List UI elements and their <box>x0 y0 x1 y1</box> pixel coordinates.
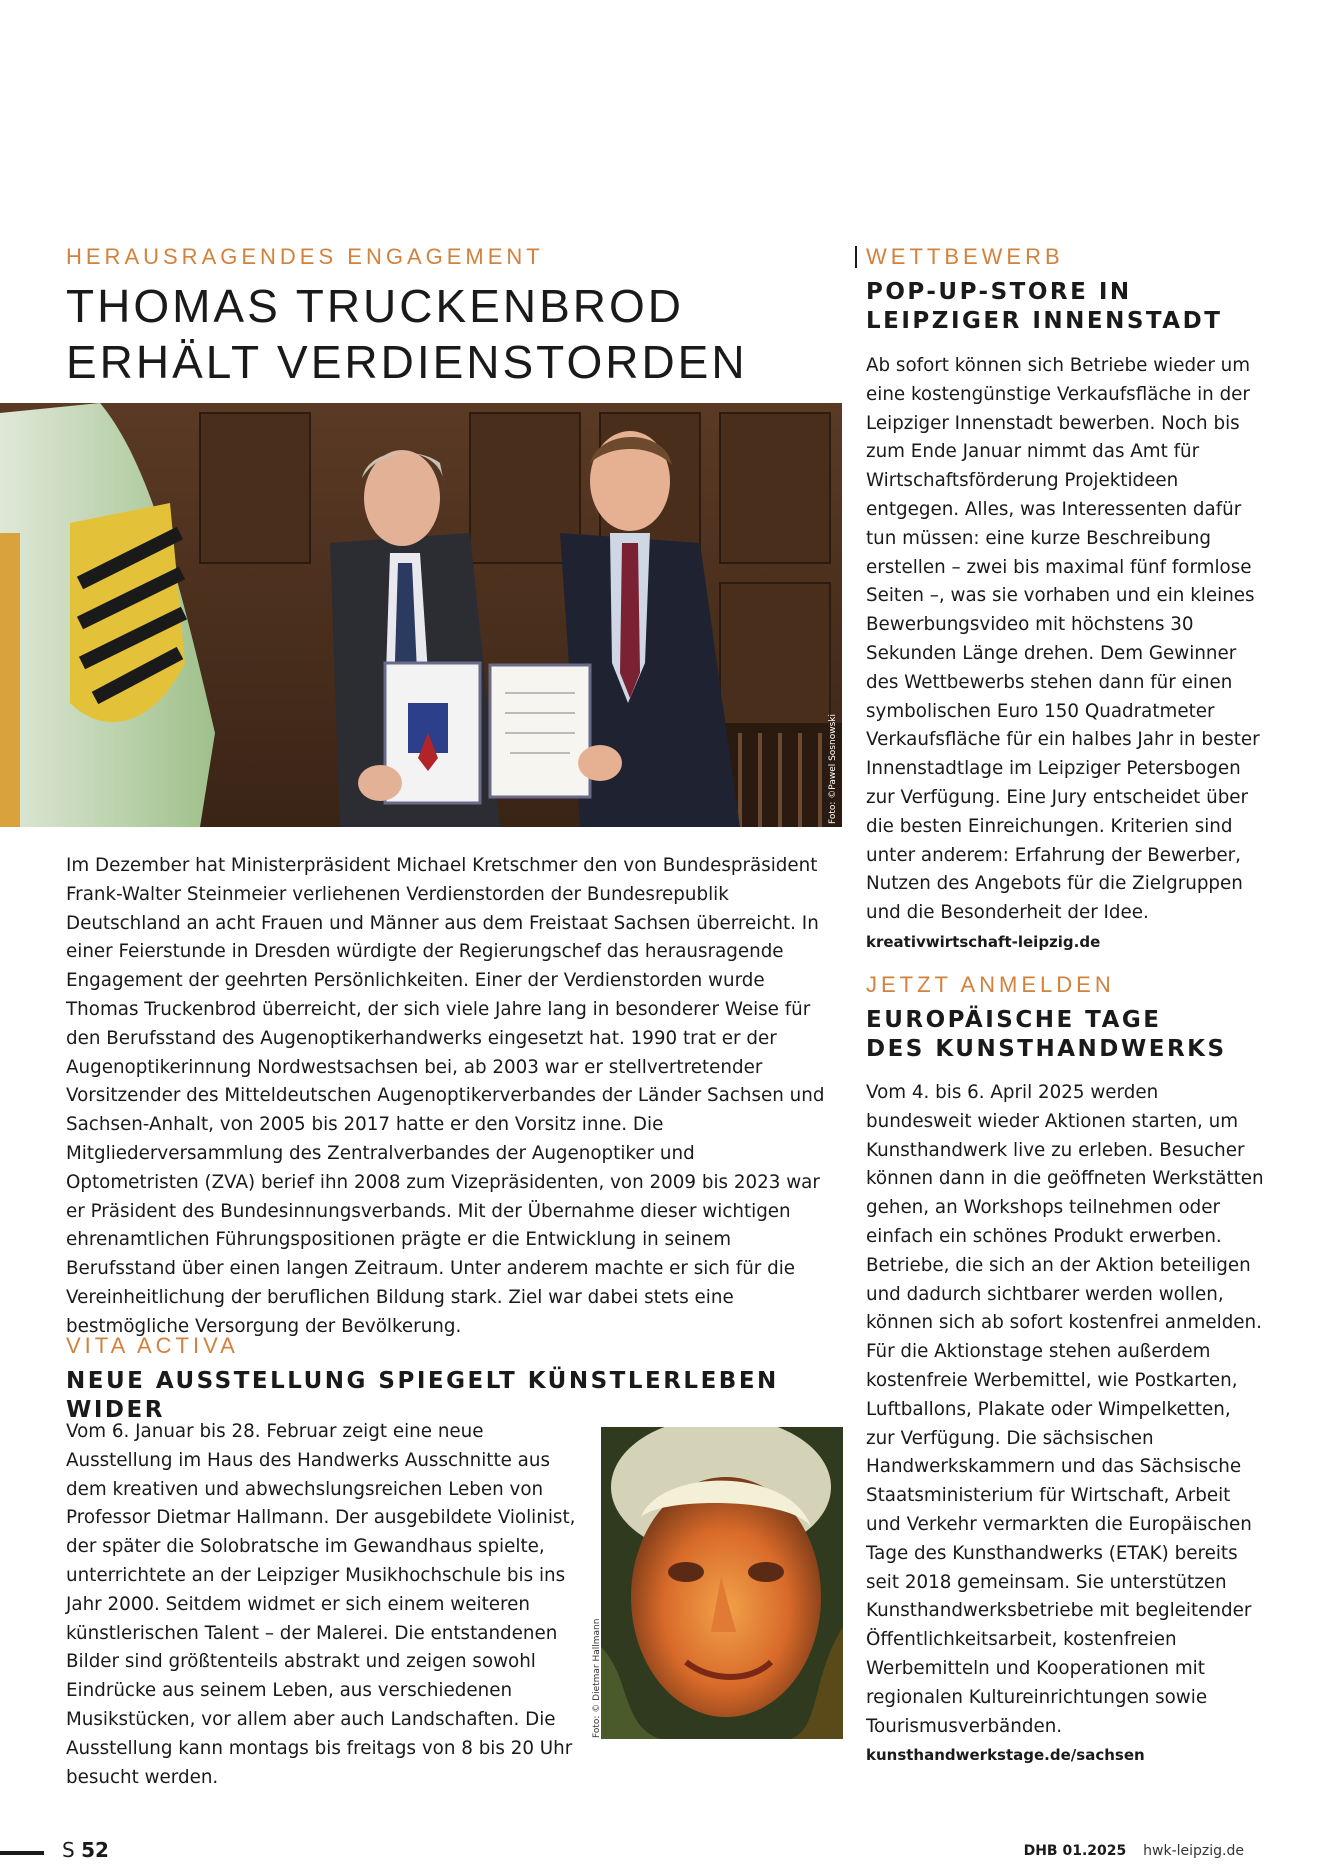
kunsthandwerk-body-text: Vom 4. bis 6. April 2025 werden bundesweit wieder Aktionen starten, um Kunsthandwerk live zu erleben. Besucher können dann in die geöffneten Werkstätten gehen, an Workshops teilnehmen oder einfach ein schönes Produkt erwerben. Betriebe, die sich an der Aktion beteiligen und dadurch sichtbarer werden wollen, können sich ab sofort kostenfrei anmelden. Für die Aktionstage stehen außerdem kostenfreie Werbemittel, wie Postkarten, Luftballons, Plakate oder Wimpelketten, zur Verfügung. Die sächsischen Handwerkskammern und das Sächsische Staatsministerium für Wirtschaft, Arbeit und Verkehr vermarkten die Europäischen Tage des Kunsthandwerks (ETAK) bereits seit 2018 gemeinsam. Sie unterstützen Kunsthandwerksbetriebe mit begleitender Öffentlichkeitsarbeit, kostenfreien Werbemitteln und Kooperationen mit regionalen Kultureinrichtungen sowie Tourismusverbänden. <box>866 1082 1264 1737</box>
wettbewerb-link[interactable]: kreativwirtschaft-leipzig.de <box>866 932 1101 951</box>
kunsthandwerk-header <box>866 972 1266 1064</box>
kunsthandwerk-kicker: JETZT ANMELDEN <box>866 972 1115 997</box>
vita-title: NEUE AUSSTELLUNG SPIEGELT KÜNSTLERLEBEN WIDER <box>66 1368 779 1423</box>
vita-kicker: VITA ACTIVA <box>66 1333 239 1358</box>
award-photo-credit: Foto: ©Pawel Sosnowski <box>828 714 838 824</box>
wettbewerb-body-text: Ab sofort können sich Betriebe wieder um eine kostengünstige Verkaufsfläche in der Leipziger Innenstadt bewerben. Noch bis zum Ende Januar nimmt das Amt für Wirtschaftsförderung Projektideen entgegen. Alles, was Interessenten dafür tun müssen: eine kurze Beschreibung erstellen – zwei bis maximal fünf formlose Seiten –, was sie vorhaben und ein kleines Bewerbungsvideo mit höchstens 30 Sekunden Länge drehen. Dem Gewinner des Wettbewerbs stehen dann für einen symbolischen Euro 150 Quadratmeter Verkaufsfläche für ein halbes Jahr in bester Innenstadtlage im Leipziger Petersbogen zur Verfügung. Eine Jury entscheidet über die besten Einreichungen. Kriterien sind unter anderem: Erfahrung der Bewerber, Nutzen des Angebots für die Zielgruppen und die Besonderheit der Idee. <box>866 355 1260 924</box>
wettbewerb-title <box>866 278 1266 336</box>
wettbewerb-title-line2: LEIPZIGER INNENSTADT <box>866 308 1223 334</box>
kunsthandwerk-title <box>866 1006 1266 1064</box>
main-kicker: HERAUSRAGENDES ENGAGEMENT <box>66 244 544 269</box>
wettbewerb-kicker: WETTBEWERB <box>866 244 1064 269</box>
main-body-text: Im Dezember hat Ministerpräsident Michael Kretschmer den von Bundespräsident Frank-Walter Steinmeier verliehenen Verdienstorden der Bundesrepublik Deutschland an acht Frauen und Männer aus dem Freistaat Sachsen überreicht. In einer Feierstunde in Dresden würdigte der Regierungschef das herausragende Engagement der geehrten Persönlichkeiten. Einer der Verdienstorden wurde Thomas Truckenbrod überreicht, der sich viele Jahre lang in besonderer Weise für den Berufsstand des Augenoptikerhandwerks eingesetzt hat. 1990 trat er der Augenoptikerinnung Nordwestsachsen bei, ab 2003 war er stellvertretender Vorsitzender des Mitteldeutschen Augenoptikerverbandes der Länder Sachsen und Sachsen-Anhalt, von 2005 bis 2017 hatte er den Vorsitz inne. Die Mitgliederversammlung des Zentralverbandes der Augenoptiker und Optometristen (ZVA) berief ihn 2008 zum Vizepräsidenten, von 2009 bis 2023 war er Präsident des Bundesinnungsverbands. Mit der Übernahme dieser wichtigen ehrenamtlichen Führungspositionen prägte er die Entwicklung in seinem Berufsstand über einen langen Zeitraum. Unter anderem machte er sich für die Vereinheitlichung der beruflichen Bildung stark. Ziel war dabei stets eine bestmögliche Versorgung der Bevölkerung. <box>66 855 825 1337</box>
vita-body <box>66 1418 594 1792</box>
painting-image <box>601 1427 843 1739</box>
footer-page-value: 52 <box>81 1838 109 1862</box>
award-photo <box>0 403 842 827</box>
footer-page-prefix: S <box>62 1838 75 1862</box>
main-title <box>66 278 836 390</box>
wettbewerb-body <box>866 352 1264 956</box>
footer-page-number <box>62 1838 109 1862</box>
kunsthandwerk-title-line1: EUROPÄISCHE TAGE <box>866 1007 1162 1033</box>
main-title-line2: ERHÄLT VERDIENSTORDEN <box>66 336 748 388</box>
vita-header <box>66 1333 846 1425</box>
kunsthandwerk-body <box>866 1079 1264 1769</box>
main-article-header <box>66 244 836 390</box>
main-article-body <box>66 852 832 1342</box>
painting-illustration <box>601 1427 843 1739</box>
footer-issue: DHB 01.2025 <box>1023 1843 1127 1859</box>
footer-publication <box>1024 1843 1244 1859</box>
kunsthandwerk-link[interactable]: kunsthandwerkstage.de/sachsen <box>866 1746 1145 1765</box>
award-photo-illustration <box>0 403 842 827</box>
kunsthandwerk-title-line2: DES KUNSTHANDWERKS <box>866 1036 1227 1062</box>
vita-body-text: Vom 6. Januar bis 28. Februar zeigt eine neue Ausstellung im Haus des Handwerks Ausschnitte aus dem kreativen und abwechslungsreichen Leben von Professor Dietmar Hallmann. Der ausgebildete Violinist, der später die Solobratsche im Gewandhaus spielte, unterrichtete an der Leipziger Musikhochschule bis ins Jahr 2000. Seitdem widmet er sich einem weiteren künstlerischen Talent – der Malerei. Die entstandenen Bilder sind größtenteils abstrakt und zeigen sowohl Eindrücke aus seinem Leben, aus verschiedenen Musikstücken, vor allem aber auch Landschaften. Die Ausstellung kann montags bis freitags von 8 bis 20 Uhr besucht werden. <box>66 1421 576 1788</box>
column-divider-top <box>855 246 857 268</box>
footer-bar <box>0 1851 44 1855</box>
main-title-line1: THOMAS TRUCKENBROD <box>66 280 684 332</box>
painting-photo-credit: Foto: © Dietmar Hallmann <box>592 1618 602 1738</box>
wettbewerb-header <box>866 244 1266 336</box>
footer-website[interactable]: hwk-leipzig.de <box>1143 1843 1244 1859</box>
wettbewerb-title-line1: POP-UP-STORE IN <box>866 279 1132 305</box>
